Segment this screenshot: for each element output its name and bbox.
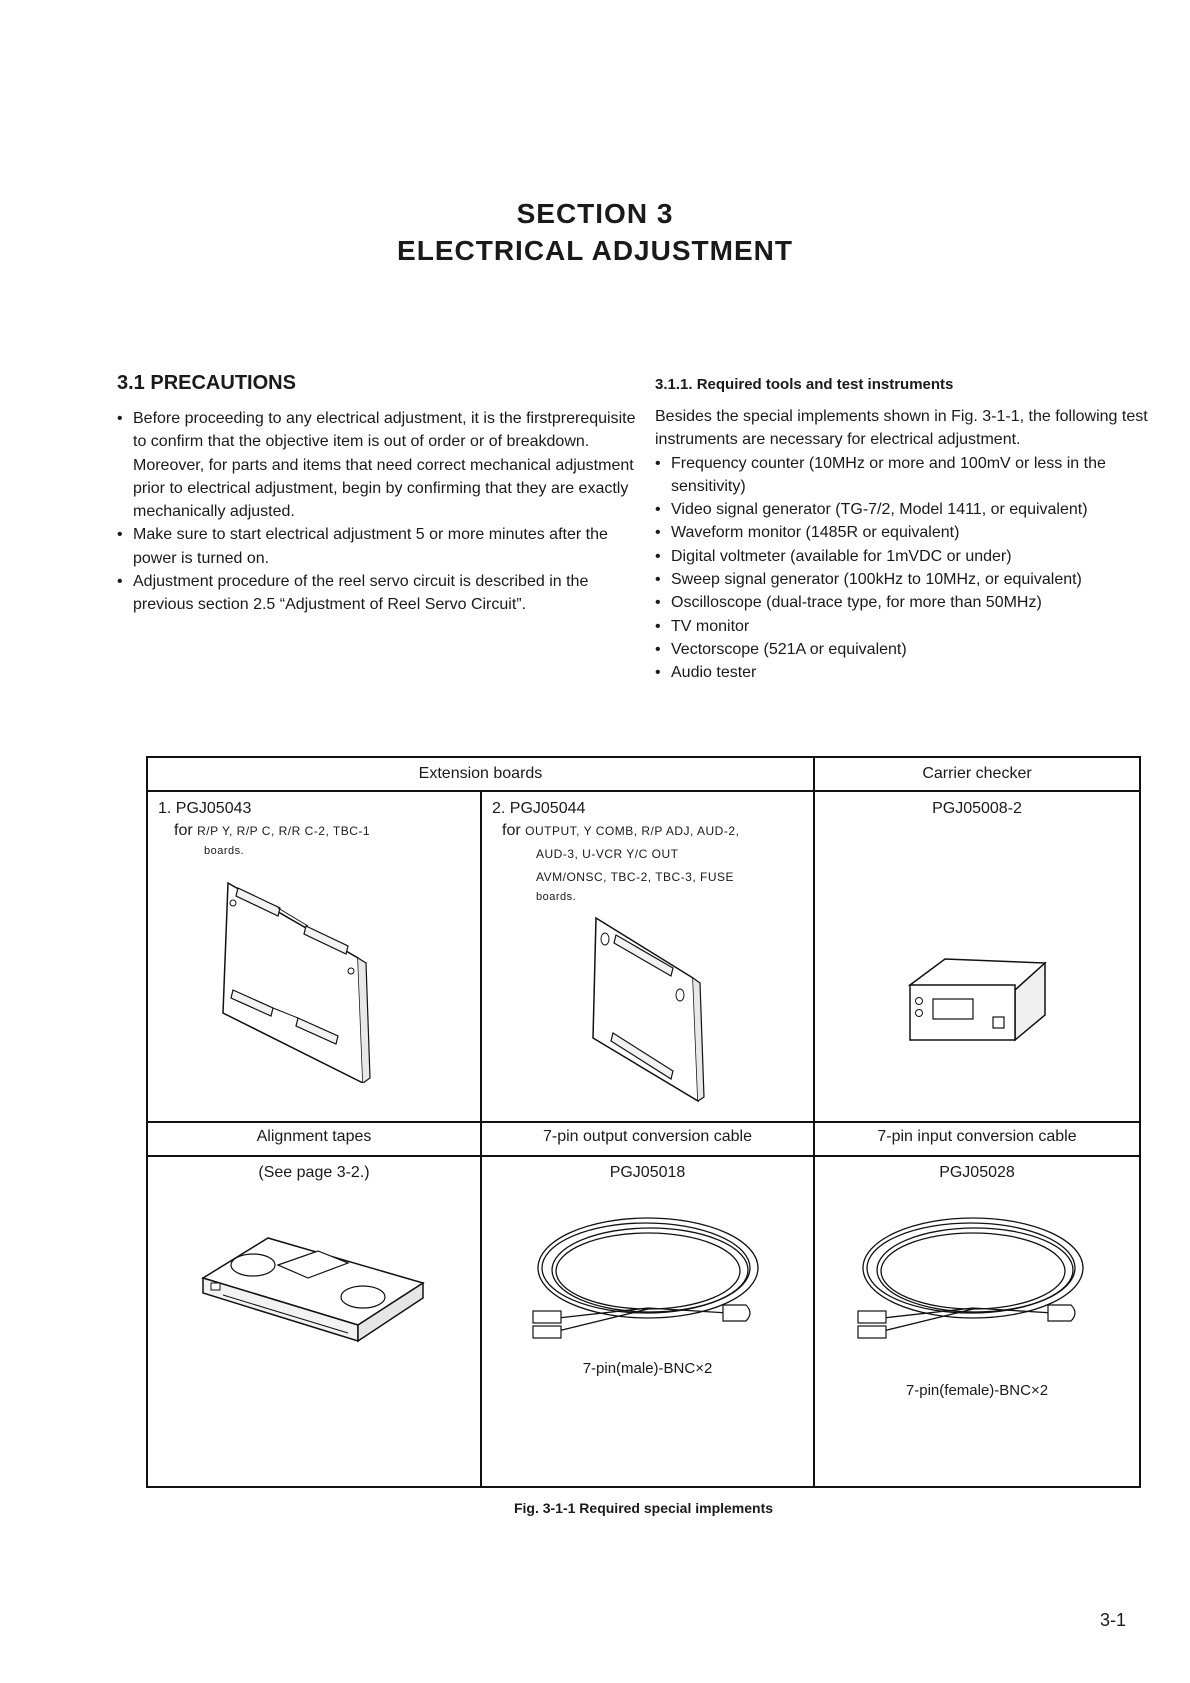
section-number: SECTION 3 — [516, 198, 674, 229]
board2-line3: AVM/ONSC, TBC-2, TBC-3, FUSE — [536, 870, 735, 884]
tool-item: • Digital voltmeter (available for 1mVDC or under) — [655, 545, 1160, 568]
precautions-list — [117, 407, 637, 617]
figure-caption: Fig. 3-1-1 Required special implements — [513, 1500, 774, 1516]
input-cable-header: 7-pin input conversion cable — [877, 1128, 1077, 1145]
alignment-tapes-note: (See page 3-2.) — [258, 1164, 370, 1181]
precautions-column — [117, 372, 637, 617]
table-divider — [813, 758, 815, 1486]
input-cable-desc: 7-pin(female)-BNC×2 — [905, 1382, 1049, 1399]
precaution-item — [117, 523, 637, 570]
output-cable-code: PGJ05018 — [609, 1164, 686, 1181]
tool-item: • Video signal generator (TG-7/2, Model 1411, or equivalent) — [655, 498, 1160, 521]
output-cable-desc: 7-pin(male)-BNC×2 — [582, 1360, 713, 1377]
extension-board-1-illustration — [218, 878, 388, 1083]
table-divider — [148, 790, 1139, 792]
tool-item: • Oscilloscope (dual-trace type, for more than 50MHz) — [655, 591, 1160, 614]
tool-item: • Sweep signal generator (100kHz to 10MHz, or equivalent) — [655, 568, 1160, 591]
input-cable-illustration — [853, 1213, 1093, 1343]
board2-label: 2. PGJ05044 — [492, 800, 586, 817]
carrier-checker-code: PGJ05008-2 — [932, 800, 1022, 817]
tool-item: • Audio tester — [655, 661, 1160, 684]
board2-line2: AUD-3, U-VCR Y/C OUT — [536, 847, 679, 861]
extension-boards-header: Extension boards — [418, 765, 543, 782]
board2-cell — [492, 800, 812, 905]
extension-board-2-illustration — [588, 913, 718, 1103]
tools-heading: 3.1.1. Required tools and test instruments — [655, 376, 954, 393]
precaution-item — [117, 407, 637, 523]
precaution-item — [117, 570, 637, 617]
alignment-tape-illustration — [198, 1233, 433, 1343]
board2-for: for — [502, 822, 521, 839]
alignment-tapes-header: Alignment tapes — [256, 1128, 372, 1145]
tool-item: • Vectorscope (521A or equivalent) — [655, 638, 1160, 661]
output-cable-illustration — [528, 1213, 768, 1343]
tools-intro: Besides the special implements shown in Fig. 3-1-1, the following test instruments are necessary for electrical adjustment. — [655, 408, 1148, 449]
board1-boards: boards. — [204, 845, 245, 857]
implements-table — [146, 756, 1141, 1488]
tools-list — [655, 452, 1160, 685]
board1-for-text: R/P Y, R/P C, R/R C-2, TBC-1 — [197, 824, 371, 838]
board1-cell — [158, 800, 473, 859]
precaution-text: • Adjustment procedure of the reel servo circuit is described in the previous section 2.5 “Adjustment of Reel Servo Circuit”. — [133, 573, 589, 614]
page-number: 3-1 — [1100, 1610, 1127, 1630]
table-divider — [148, 1155, 1139, 1157]
board1-for: for — [174, 822, 193, 839]
tool-item: • TV monitor — [655, 615, 1160, 638]
precaution-continuation: Moreover, for parts and items that need correct mechanical adjustment prior to electrical adjustment, begin by confirming that they are exactly mechanically adjusted. — [133, 456, 634, 521]
section-title: ELECTRICAL ADJUSTMENT — [397, 235, 793, 266]
board2-boards: boards. — [536, 891, 577, 903]
carrier-checker-illustration — [905, 955, 1055, 1045]
precautions-heading: 3.1 PRECAUTIONS — [117, 372, 296, 394]
board2-line1: OUTPUT, Y COMB, R/P ADJ, AUD-2, — [525, 824, 740, 838]
table-divider — [148, 1121, 1139, 1123]
board1-label: 1. PGJ05043 — [158, 800, 252, 817]
tool-item: • Waveform monitor (1485R or equivalent) — [655, 521, 1160, 544]
tools-column — [655, 376, 1160, 685]
carrier-checker-header: Carrier checker — [922, 765, 1032, 782]
output-cable-header: 7-pin output conversion cable — [542, 1128, 753, 1145]
precaution-text: • Make sure to start electrical adjustment 5 or more minutes after the power is turned on. — [133, 526, 608, 567]
input-cable-code: PGJ05028 — [939, 1164, 1015, 1181]
tool-item: • Frequency counter (10MHz or more and 100mV or less in the sensitivity) — [655, 452, 1160, 499]
precaution-text: • Before proceeding to any electrical adjustment, it is the firstprerequisite to confirm that the objective item is out of order or of breakdown. — [133, 410, 636, 451]
